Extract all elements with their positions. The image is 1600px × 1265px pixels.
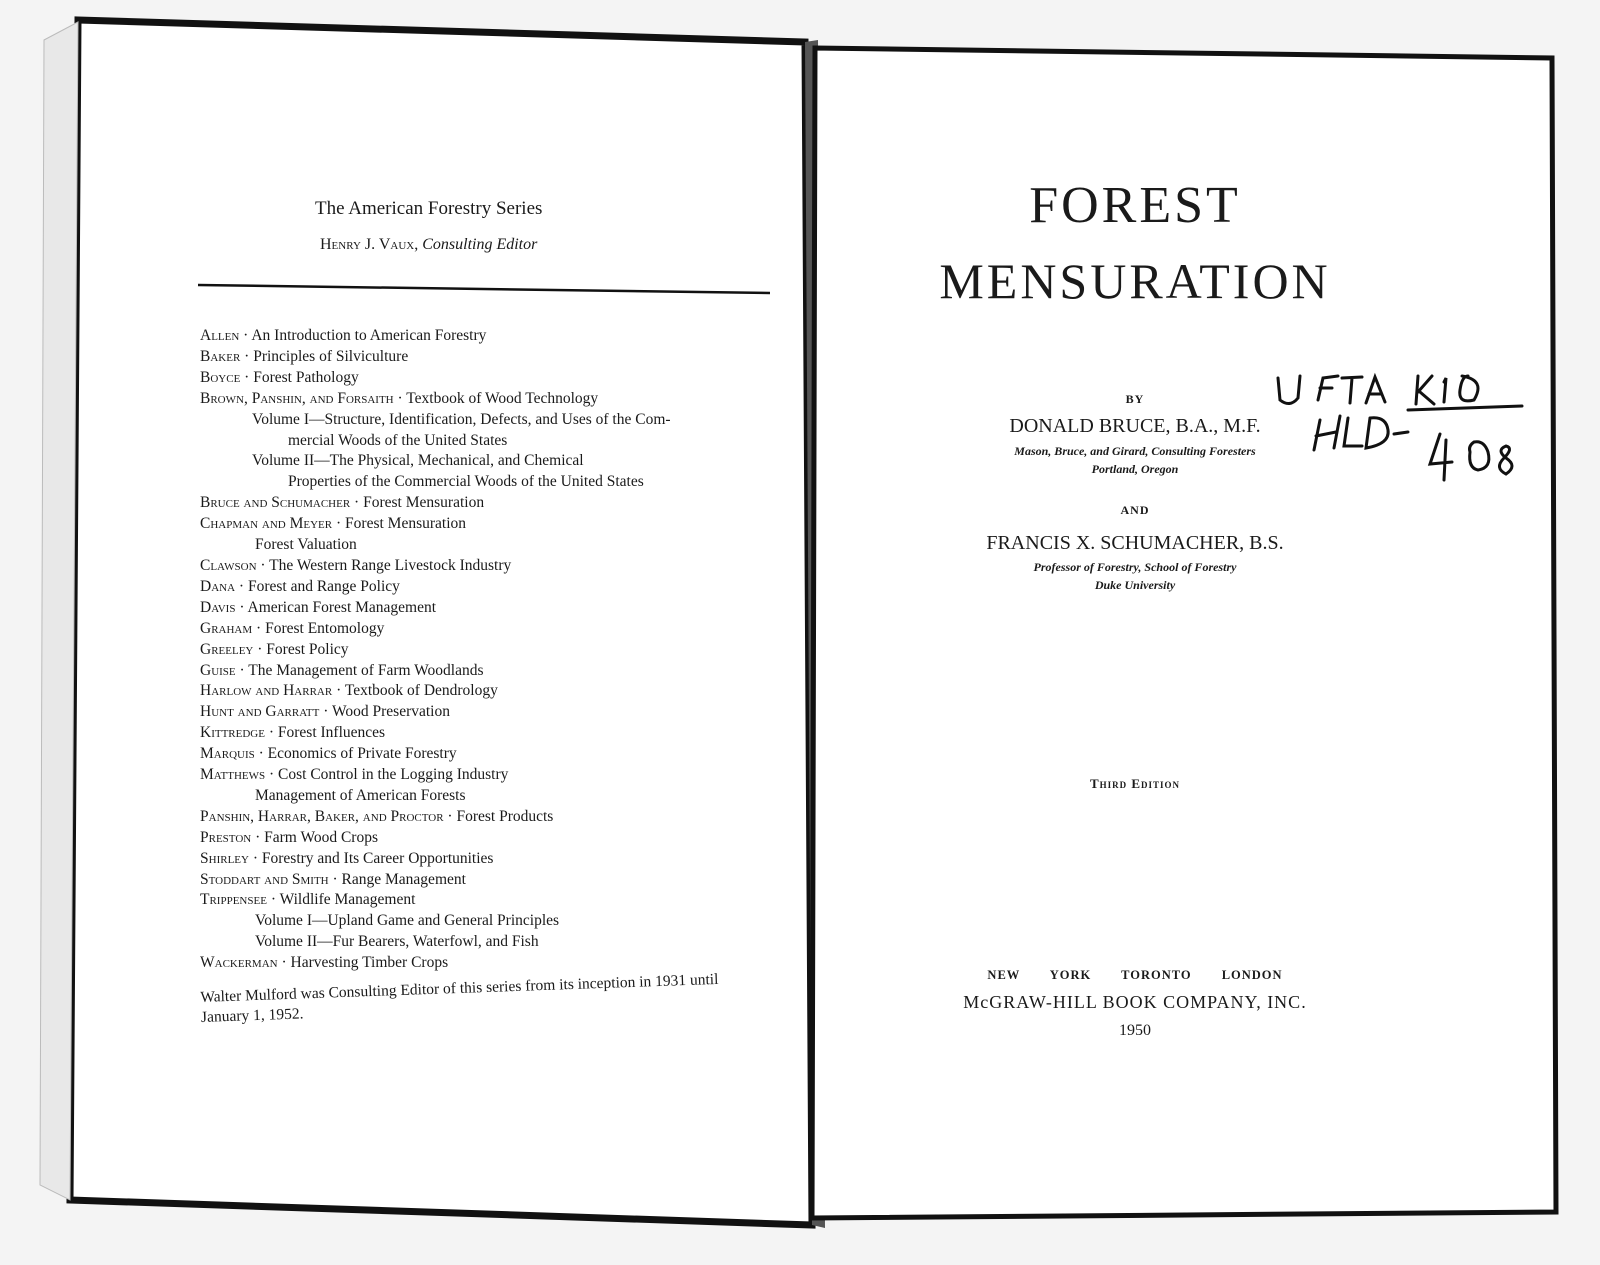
series-entry-separator: ·	[251, 828, 265, 846]
series-entry-author: Graham	[200, 619, 253, 637]
author-1-affiliation: Mason, Bruce, and Girard, Consulting Foresters	[1014, 444, 1256, 458]
series-entry	[200, 347, 780, 368]
series-entry-author: Chapman and Meyer	[200, 515, 333, 533]
series-entry-title: Textbook of Dendrology	[344, 682, 498, 700]
publication-year: 1950	[1119, 1022, 1151, 1039]
series-entry-author: Davis	[200, 598, 236, 616]
series-entry-title: Principles of Silviculture	[253, 347, 409, 365]
series-footnote: Walter Mulford was Consulting Editor of this series from its inception in 1931 until January 1, 1952.	[200, 970, 719, 1026]
by-label: BY	[1125, 392, 1145, 406]
series-entry-author: Marquis	[200, 745, 255, 763]
series-entry-separator: ·	[332, 682, 345, 700]
series-entry-separator: ·	[350, 494, 364, 512]
author-2-affiliation: Professor of Forestry, School of Forestry	[1033, 560, 1237, 574]
author-2-name: FRANCIS X. SCHUMACHER, B.S.	[986, 532, 1284, 554]
series-entry	[200, 702, 780, 723]
series-entry-title: Properties of the Commercial Woods of the United States	[288, 473, 644, 491]
series-entry-author: Shirley	[200, 849, 249, 867]
series-entry-author: Clawson	[200, 556, 257, 574]
series-entry-separator: ·	[256, 556, 270, 574]
edition-label: Third Edition	[1089, 776, 1181, 791]
series-entry-separator: ·	[239, 327, 252, 344]
series-entry-author: Boyce	[200, 368, 241, 386]
series-entry	[200, 828, 780, 849]
book-title-line-2: MENSURATION	[939, 253, 1331, 309]
series-entry-author: Greeley	[200, 640, 254, 658]
author-1-location: Portland, Oregon	[1091, 462, 1179, 476]
series-entry-title: An Introduction to American Forestry	[251, 327, 487, 344]
series-entry	[200, 472, 780, 493]
series-entry	[200, 640, 780, 661]
series-entry-title: Volume II—The Physical, Mechanical, and Chemical	[252, 452, 584, 470]
series-entry-title: Forest Entomology	[265, 619, 385, 637]
series-entry	[200, 849, 780, 870]
series-entry-separator: ·	[248, 849, 262, 867]
series-entry	[200, 723, 780, 744]
series-entry-title: Forest Pathology	[253, 368, 359, 386]
series-entry-separator: ·	[443, 807, 457, 825]
series-entry-title: American Forest Management	[247, 598, 437, 616]
series-entry-separator: ·	[393, 389, 407, 407]
series-entry	[200, 661, 780, 682]
series-entry-author: Guise	[200, 661, 236, 679]
series-entry	[200, 932, 780, 953]
series-entry	[200, 556, 780, 577]
series-entry	[200, 786, 780, 807]
series-title: The American Forestry Series	[315, 198, 543, 219]
series-entry-separator: ·	[235, 598, 248, 616]
series-entry-title: Economics of Private Forestry	[267, 745, 457, 763]
series-entry-author: Baker	[200, 347, 241, 365]
series-entry-author: Preston	[200, 828, 252, 846]
series-entry-separator: ·	[265, 766, 279, 784]
series-entry	[200, 326, 780, 347]
series-entry-author: Kittredge	[200, 724, 265, 742]
series-entry-author: Dana	[200, 577, 236, 595]
series-entry-author: Allen	[200, 327, 240, 344]
series-entry	[200, 410, 780, 431]
series-entry	[200, 870, 780, 891]
series-entry	[200, 389, 780, 410]
series-entry	[200, 368, 780, 389]
series-entry-separator: ·	[253, 640, 267, 658]
series-entry-title: Forest Mensuration	[363, 494, 485, 512]
series-entry	[200, 577, 780, 598]
series-entry-separator: ·	[264, 724, 278, 742]
series-entry-author: Panshin, Harrar, Baker, and Proctor	[200, 807, 444, 825]
series-entry	[200, 451, 780, 472]
series-entry-title: Wildlife Management	[279, 891, 416, 909]
series-entry-separator: ·	[319, 703, 332, 721]
series-entry-title: Forest Products	[456, 807, 554, 825]
series-entry	[200, 681, 780, 702]
book-title-line-1: FOREST	[1029, 177, 1241, 234]
series-entry-title: Harvesting Timber Crops	[290, 954, 449, 972]
series-entry-author: Wackerman	[200, 954, 278, 972]
series-entry	[200, 911, 780, 932]
series-entry	[200, 535, 780, 556]
series-entry-author: Matthews	[200, 766, 266, 784]
series-entry	[200, 807, 780, 828]
series-entry-title: mercial Woods of the United States	[288, 431, 508, 449]
series-entry	[200, 890, 780, 911]
series-entry-author: Hunt and Garratt	[200, 703, 320, 721]
series-entry-separator: ·	[254, 745, 268, 763]
series-entry-title: Volume I—Structure, Identification, Defects, and Uses of the Com-	[252, 410, 671, 428]
series-entry-title: Textbook of Wood Technology	[406, 389, 599, 407]
series-entry-separator: ·	[235, 661, 249, 679]
series-entry-title: Farm Wood Crops	[264, 828, 378, 846]
series-entry-title: Forest and Range Policy	[247, 577, 400, 595]
series-entry-author: Brown, Panshin, and Forsaith	[200, 389, 394, 407]
series-entry	[200, 493, 780, 514]
series-entry-title: Volume I—Upland Game and General Principles	[255, 912, 560, 930]
publisher-cities: NEW YORK TORONTO LONDON	[987, 968, 1283, 982]
series-entry	[200, 514, 780, 535]
series-editor	[320, 236, 537, 254]
series-entry	[200, 744, 780, 765]
series-entry-separator: ·	[332, 515, 346, 533]
series-entry-title: Management of American Forests	[255, 786, 466, 804]
series-entry-title: The Management of Farm Woodlands	[248, 661, 484, 679]
series-entry	[200, 619, 780, 640]
series-entry-title: Forestry and Its Career Opportunities	[261, 849, 494, 867]
series-entry-title: Forest Influences	[277, 724, 386, 742]
series-entry	[200, 431, 780, 452]
editor-name: Henry J. Vaux,	[320, 236, 419, 253]
and-label: AND	[1120, 503, 1150, 517]
series-entry-title: Cost Control in the Logging Industry	[278, 766, 509, 784]
series-entry-author: Trippensee	[200, 891, 267, 909]
series-entry-author: Harlow and Harrar	[200, 682, 333, 700]
series-entry	[200, 598, 780, 619]
editor-role: Consulting Editor	[422, 236, 538, 253]
series-entry-separator: ·	[277, 954, 291, 972]
series-entry-author: Bruce and Schumacher	[200, 494, 351, 512]
series-entry-separator: ·	[235, 577, 248, 595]
series-entry-title: The Western Range Livestock Industry	[269, 556, 512, 574]
series-entry-title: Forest Policy	[266, 640, 349, 658]
publisher-name: McGRAW-HILL BOOK COMPANY, INC.	[963, 992, 1307, 1012]
series-entry-title: Forest Mensuration	[345, 515, 467, 533]
series-entry	[200, 765, 780, 786]
series-entry-title: Range Management	[341, 870, 466, 888]
author-1-name: DONALD BRUCE, B.A., M.F.	[1009, 415, 1261, 437]
series-entry-title: Forest Valuation	[255, 536, 357, 554]
series-entry-separator: ·	[328, 870, 342, 888]
author-2-institution: Duke University	[1094, 578, 1176, 592]
series-entry-separator: ·	[252, 619, 266, 637]
series-book-list	[200, 326, 780, 974]
series-entry-separator: ·	[240, 347, 254, 365]
series-entry-author: Stoddart and Smith	[200, 870, 329, 888]
series-entry-title: Volume II—Fur Bearers, Waterfowl, and Fish	[255, 933, 539, 951]
series-entry-separator: ·	[240, 368, 254, 386]
series-entry-title: Wood Preservation	[332, 703, 450, 721]
series-entry-separator: ·	[266, 891, 280, 909]
